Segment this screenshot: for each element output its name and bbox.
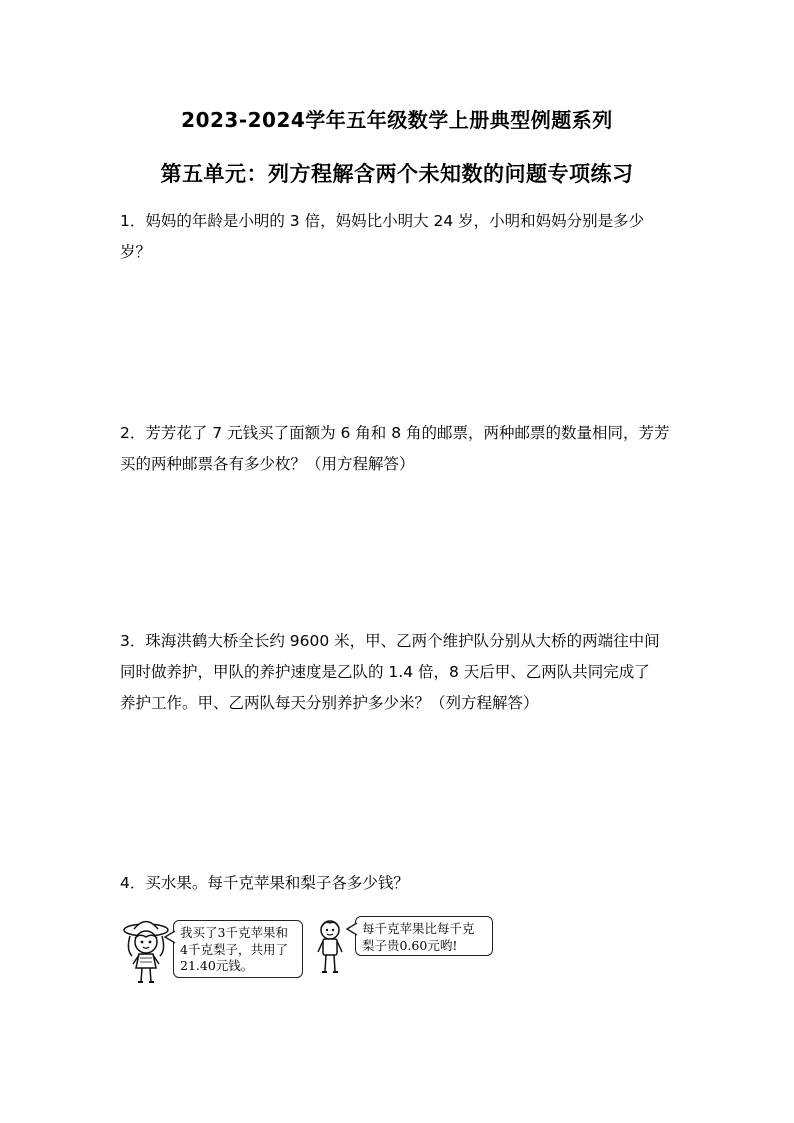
- bubble-text-line: 每千克苹果比每千克: [362, 921, 475, 936]
- question-text-line: 买的两种邮票各有多少枚？（用方程解答）: [120, 455, 415, 473]
- speech-tail: [346, 922, 358, 936]
- bubble-text-line: 21.40元钱。: [180, 958, 254, 973]
- question-1: [120, 206, 680, 268]
- speech-tail: [164, 930, 176, 944]
- worksheet-title: 2023-2024学年五年级数学上册典型例题系列: [181, 108, 613, 132]
- question-text-line: 岁？: [120, 243, 152, 261]
- bubble-text-line: 4千克梨子，共用了: [180, 941, 288, 957]
- question-text-line: 3．珠海洪鹤大桥全长约 9600 米，甲、乙两个维护队分别从大桥的两端往中间: [120, 632, 660, 650]
- question-text-line: 4．买水果。每千克苹果和梨子各多少钱？: [120, 874, 409, 892]
- question-4: [120, 868, 680, 899]
- question-text-line: 养护工作。甲、乙两队每天分别养护多少米？（列方程解答）: [120, 694, 539, 712]
- question-text-line: 2．芳芳花了 7 元钱买了面额为 6 角和 8 角的邮票，两种邮票的数量相同，芳芳: [120, 424, 670, 442]
- boy-icon: [313, 918, 347, 976]
- girl-speech-bubble: [173, 920, 303, 978]
- question-text-line: 1．妈妈的年龄是小明的 3 倍，妈妈比小明大 24 岁，小明和妈妈分别是多少: [120, 212, 645, 230]
- bubble-text-line: 我买了3千克苹果和: [180, 925, 288, 940]
- question-2: [120, 418, 680, 480]
- worksheet-subtitle: 第五单元：列方程解含两个未知数的问题专项练习: [160, 162, 634, 186]
- girl-with-hat-icon: [118, 916, 174, 988]
- boy-speech-bubble: [355, 916, 493, 956]
- question-text-line: 同时做养护，甲队的养护速度是乙队的 1.4 倍，8 天后甲、乙两队共同完成了: [120, 663, 650, 681]
- bubble-text-line: 梨子贵0.60元哟!: [362, 937, 458, 953]
- question-3: [120, 626, 680, 719]
